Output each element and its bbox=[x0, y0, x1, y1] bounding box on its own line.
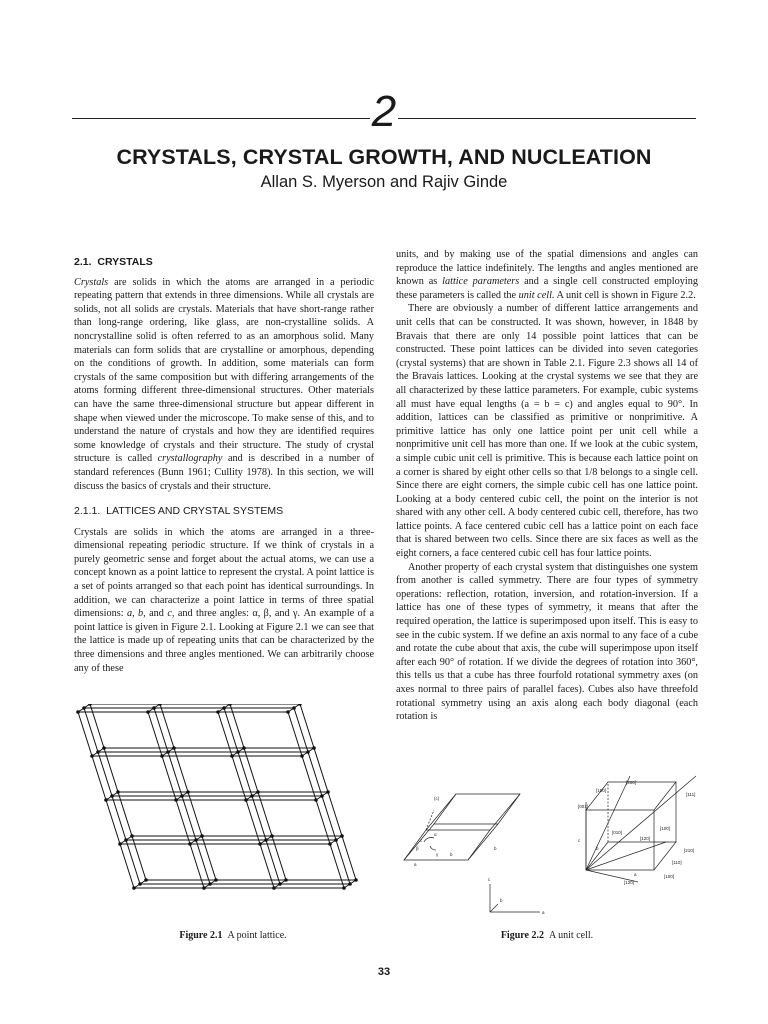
lattice-line bbox=[258, 792, 272, 836]
lattice-point bbox=[258, 842, 262, 846]
lattice-line bbox=[148, 712, 162, 756]
lattice-line bbox=[120, 844, 134, 888]
lattice-line bbox=[252, 796, 266, 840]
left-column bbox=[74, 256, 374, 675]
lattice-point bbox=[228, 704, 232, 706]
lattice-point bbox=[160, 754, 164, 758]
lattice-point bbox=[320, 794, 324, 798]
lattice-point bbox=[326, 790, 330, 794]
lattice-line bbox=[260, 844, 274, 888]
lattice-point bbox=[242, 746, 246, 750]
lattice-line bbox=[232, 756, 246, 800]
chapter-rule-right bbox=[398, 118, 696, 119]
paragraph-text: and three angles: α, β, and γ. An example of a point lattice is given in Figure 2.1. Looking at Figure 2.1 we can see that the lattice is made up of repeating units that can be characterized by the three dimensions and three angles mentioned. We can arbitrarily choose any of these bbox=[74, 608, 374, 674]
cell-label-a: a bbox=[414, 862, 417, 867]
lattice-point bbox=[146, 710, 150, 714]
lattice-point bbox=[312, 746, 316, 750]
lattice-point bbox=[144, 878, 148, 882]
lattice-line bbox=[154, 708, 168, 752]
figure-label: Figure 2.2 bbox=[500, 930, 544, 941]
cell-label-c: c bbox=[420, 838, 423, 843]
lattice-line bbox=[342, 836, 356, 880]
lattice-line bbox=[308, 752, 322, 796]
lattice-point bbox=[348, 882, 352, 886]
lattice-point bbox=[298, 704, 302, 706]
lattice-point bbox=[88, 704, 92, 706]
lattice-line bbox=[132, 836, 146, 880]
term-dimension-c: c, bbox=[167, 608, 175, 620]
lattice-line bbox=[314, 748, 328, 792]
lattice-line bbox=[118, 792, 132, 836]
lattice-point bbox=[230, 754, 234, 758]
page-number: 33 bbox=[377, 966, 391, 978]
figure-caption-text: A unit cell. bbox=[548, 930, 594, 941]
index-111: [111] bbox=[686, 792, 696, 797]
paragraph-unit-cell bbox=[396, 248, 698, 302]
lattice-point bbox=[314, 798, 318, 802]
right-column bbox=[396, 248, 698, 724]
lattice-line bbox=[288, 712, 302, 756]
lattice-line bbox=[104, 748, 118, 792]
section-title: CRYSTALS bbox=[97, 256, 153, 268]
lattice-point bbox=[270, 834, 274, 838]
axis-label-b: b bbox=[500, 898, 503, 903]
lattice-point bbox=[102, 746, 106, 750]
figure-unit-cell bbox=[390, 772, 708, 922]
lattice-point bbox=[96, 750, 100, 754]
lattice-line bbox=[246, 800, 260, 844]
lattice-point bbox=[186, 790, 190, 794]
lattice-line bbox=[316, 800, 330, 844]
chapter-title: CRYSTALS, CRYSTAL GROWTH, AND NUCLEATION bbox=[116, 145, 652, 169]
index-200: [200] bbox=[626, 780, 637, 785]
cube-label-b: b bbox=[596, 846, 599, 851]
lattice-line bbox=[230, 704, 244, 748]
lattice-line bbox=[328, 792, 342, 836]
lattice-point bbox=[180, 794, 184, 798]
cube-label-a: a bbox=[634, 872, 637, 877]
lattice-point bbox=[82, 706, 86, 710]
lattice-point bbox=[250, 794, 254, 798]
lattice-line bbox=[98, 752, 112, 796]
lattice-line bbox=[266, 840, 280, 884]
section-number: 2.1. bbox=[74, 256, 92, 268]
lattice-point bbox=[256, 790, 260, 794]
index-010: [010] bbox=[612, 830, 623, 835]
lattice-point bbox=[152, 706, 156, 710]
lattice-point bbox=[90, 754, 94, 758]
lattice-line bbox=[330, 844, 344, 888]
lattice-point bbox=[216, 710, 220, 714]
axis-label-c: c bbox=[488, 877, 491, 882]
lattice-line bbox=[224, 708, 238, 752]
lattice-line bbox=[90, 704, 104, 748]
lattice-point bbox=[104, 798, 108, 802]
lattice-line bbox=[336, 840, 350, 884]
index-120-bottom: [120] bbox=[624, 880, 635, 885]
lattice-line bbox=[238, 752, 252, 796]
lattice-point bbox=[130, 834, 134, 838]
angle-gamma: γ bbox=[436, 852, 439, 857]
lattice-point bbox=[286, 710, 290, 714]
lattice-point bbox=[116, 790, 120, 794]
lattice-line bbox=[168, 752, 182, 796]
lattice-line bbox=[162, 756, 176, 800]
section-heading-lattices bbox=[74, 505, 374, 519]
paragraph-crystals-intro bbox=[74, 276, 374, 494]
lattice-line bbox=[112, 796, 126, 840]
lattice-point bbox=[306, 750, 310, 754]
figure-label: Figure 2.1 bbox=[179, 930, 223, 941]
lattice-point bbox=[132, 886, 136, 890]
axis-label-a: a bbox=[542, 910, 545, 915]
chapter-authors: Allan S. Myerson and Rajiv Ginde bbox=[260, 173, 508, 191]
lattice-point bbox=[272, 886, 276, 890]
lattice-point bbox=[194, 838, 198, 842]
paragraph-text: and is described in a number of standard references (Bunn 1961; Cullity 1978). In this section, we will discuss the basics of crystals and their structure. bbox=[74, 453, 375, 492]
lattice-point bbox=[278, 882, 282, 886]
reference-axes bbox=[490, 884, 540, 912]
lattice-point bbox=[284, 878, 288, 882]
lattice-line bbox=[176, 800, 190, 844]
subsection-title: LATTICES AND CRYSTAL SYSTEMS bbox=[106, 505, 284, 518]
lattice-point bbox=[200, 834, 204, 838]
lattice-line bbox=[202, 836, 216, 880]
lattice-line bbox=[300, 704, 314, 748]
lattice-point bbox=[202, 886, 206, 890]
paragraph-text: are solids in which the atoms are arranged in a periodic repeating pattern that extends in three dimensions. While all crystals are solids, not all solids are crystals. Materials that have short-range rather than long-range ordering, like glass, are non-crystalline solids. A noncrystalline solid is often referred to as an amorphous solid. Many materials can form solids that are crystalline or amorphous, depending on the conditions of growth. In addition, some materials can form crystals of the same composition but with differing arrangements of the atoms forming different three-dimensional structures. Other materials can have the same three-dimensional structure but appear different in shape when viewed under the microscope. To make sense of this, and to understand the nature of crystals and how they are identified requires some knowledge of crystals and their structure. The study of crystal structure is called bbox=[74, 276, 374, 465]
angle-alpha: α bbox=[434, 832, 437, 837]
lattice-point bbox=[328, 842, 332, 846]
lattice-line bbox=[106, 800, 120, 844]
term-crystallography: crystallography bbox=[157, 453, 223, 465]
figure-2-1-caption bbox=[74, 930, 392, 941]
angle-beta: β bbox=[416, 846, 419, 851]
figure-caption-text: A point lattice. bbox=[227, 930, 287, 941]
lattice-point bbox=[340, 834, 344, 838]
paragraph-text: units, and by making use of the spatial dimensions and angles can reproduce the lattice indefinitely. The lengths and angles mentioned are known as bbox=[396, 249, 698, 288]
lattice-point bbox=[334, 838, 338, 842]
term-dimensions: a, b, bbox=[126, 608, 146, 620]
lattice-line bbox=[196, 840, 210, 884]
figure-point-lattice bbox=[74, 704, 392, 918]
lattice-line bbox=[322, 796, 336, 840]
term-crystals: Crystals bbox=[74, 276, 109, 288]
lattice-point bbox=[158, 704, 162, 706]
lattice-point bbox=[342, 886, 346, 890]
unit-cell-parallelepiped bbox=[404, 794, 520, 860]
lattice-line bbox=[126, 840, 140, 884]
lattice-line bbox=[182, 796, 196, 840]
chapter-rule-left bbox=[72, 118, 370, 119]
lattice-point bbox=[174, 798, 178, 802]
cell-label-b2: b bbox=[494, 846, 497, 851]
lattice-point bbox=[76, 710, 80, 714]
lattice-point bbox=[110, 794, 114, 798]
paragraph-text: A unit cell is shown in Figure 2.2. bbox=[554, 289, 696, 301]
chapter-number: 2 bbox=[371, 87, 397, 136]
lattice-point bbox=[300, 754, 304, 758]
lattice-point bbox=[166, 750, 170, 754]
term-unit-cell: unit cell. bbox=[518, 289, 555, 301]
lattice-point bbox=[208, 882, 212, 886]
lattice-point bbox=[222, 706, 226, 710]
lattice-line bbox=[190, 844, 204, 888]
lattice-line bbox=[302, 756, 316, 800]
index-120: [120] bbox=[640, 836, 651, 841]
term-lattice-parameters: lattice parameters bbox=[442, 276, 520, 288]
index-100-mid: [100] bbox=[660, 826, 671, 831]
lattice-point bbox=[214, 878, 218, 882]
lattice-line bbox=[272, 836, 286, 880]
lattice-point bbox=[292, 706, 296, 710]
paragraph-symmetry: Another property of each crystal system that distinguishes one system from another is called symmetry. There are four types of symmetry operations: reflection, rotation, inversion, and rotation-inversion. If a lattice has one of these types of symmetry, it means that after the required operation, the lattice is superimposed upon itself. This is easy to see in the cubic system. If we define an axis normal to any face of a cube and rotate the cube about that axis, the cube will superimpose upon itself after each 90° of rotation. If we divide the degrees of rotation into 360°, this tells us that a cube has three fourfold rotational symmetry axes (on axes normal to three pairs of parallel faces). Cubes also have threefold rotational symmetry using an axis along each body diagonal (each rotation is bbox=[396, 561, 698, 723]
lattice-point bbox=[244, 798, 248, 802]
lattice-line bbox=[188, 792, 202, 836]
paragraph-text: and bbox=[145, 608, 168, 620]
lattice-point bbox=[124, 838, 128, 842]
cell-label-c-paren: (c) bbox=[434, 796, 440, 801]
index-100-bottom: [100] bbox=[664, 874, 675, 879]
index-210: [210] bbox=[684, 848, 695, 853]
lattice-point bbox=[264, 838, 268, 842]
lattice-point bbox=[138, 882, 142, 886]
lattice-line bbox=[78, 712, 92, 756]
lattice-point bbox=[188, 842, 192, 846]
lattice-line bbox=[174, 748, 188, 792]
index-100-top: [100] bbox=[596, 788, 607, 793]
lattice-point bbox=[118, 842, 122, 846]
lattice-point bbox=[236, 750, 240, 754]
index-001: [001] bbox=[578, 804, 589, 809]
lattice-point bbox=[354, 878, 358, 882]
paragraph-lattices bbox=[74, 526, 374, 676]
lattice-line bbox=[294, 708, 308, 752]
lattice-line bbox=[244, 748, 258, 792]
lattice-line bbox=[160, 704, 174, 748]
section-heading-crystals bbox=[74, 256, 374, 270]
lattice-point bbox=[172, 746, 176, 750]
cube-label-c: c bbox=[578, 838, 581, 843]
index-110: [110] bbox=[672, 860, 682, 865]
lattice-line bbox=[84, 708, 98, 752]
lattice-line bbox=[92, 756, 106, 800]
cell-label-b: b bbox=[450, 852, 453, 857]
paragraph-text: Crystals are solids in which the atoms are arranged in a three-dimensional repeating periodic structure. If we think of crystals in a purely geometric sense and forget about the actual atoms, we can use a concept known as a point lattice to represent the crystal. A point lattice is a set of points arranged so that each point has identical surroundings. In addition, we can characterize a point lattice in terms of three spatial dimensions: bbox=[74, 526, 374, 620]
lattice-line bbox=[218, 712, 232, 756]
paragraph-bravais: There are obviously a number of different lattice arrangements and unit cells that can be constructed. It was shown, however, in 1848 by Bravais that there are only 14 possible point lattices that can be constructed. These point lattices can be divided into seven categories (crystal systems) that are shown in Table 2.1. Figure 2.3 shows all 14 of the Bravais lattices. Looking at the crystal systems we see that they are all characterized by these lattice parameters. For example, cubic systems all must have equal lengths (a = b = c) and angles equal to 90°. In addition, lattices can be classified as primitive or nonprimitive. A primitive lattice has only one lattice point per unit cell while a nonprimitive unit cell has more than one. If we look at the cubic system, a simple cubic unit cell is primitive. This is because each lattice point on a corner is shared by eight other cells so that 1/8 belongs to a single cell. Since there are eight corners, the simple cubic cell has one lattice point. Looking at a body centered cubic cell, the point on the interior is not shared with any other cell. A body centered cubic cell, therefore, has two lattice points. A face centered cubic cell has a lattice point on each face that is shared between two cells. Since there are six faces as well as the eight corners, a face centered cubic cell has four lattice points. bbox=[396, 303, 698, 560]
paragraph-text: and a single cell constructed employing these parameters is called the bbox=[396, 276, 698, 301]
subsection-number: 2.1.1. bbox=[74, 505, 101, 518]
figure-2-2-caption bbox=[396, 930, 698, 941]
